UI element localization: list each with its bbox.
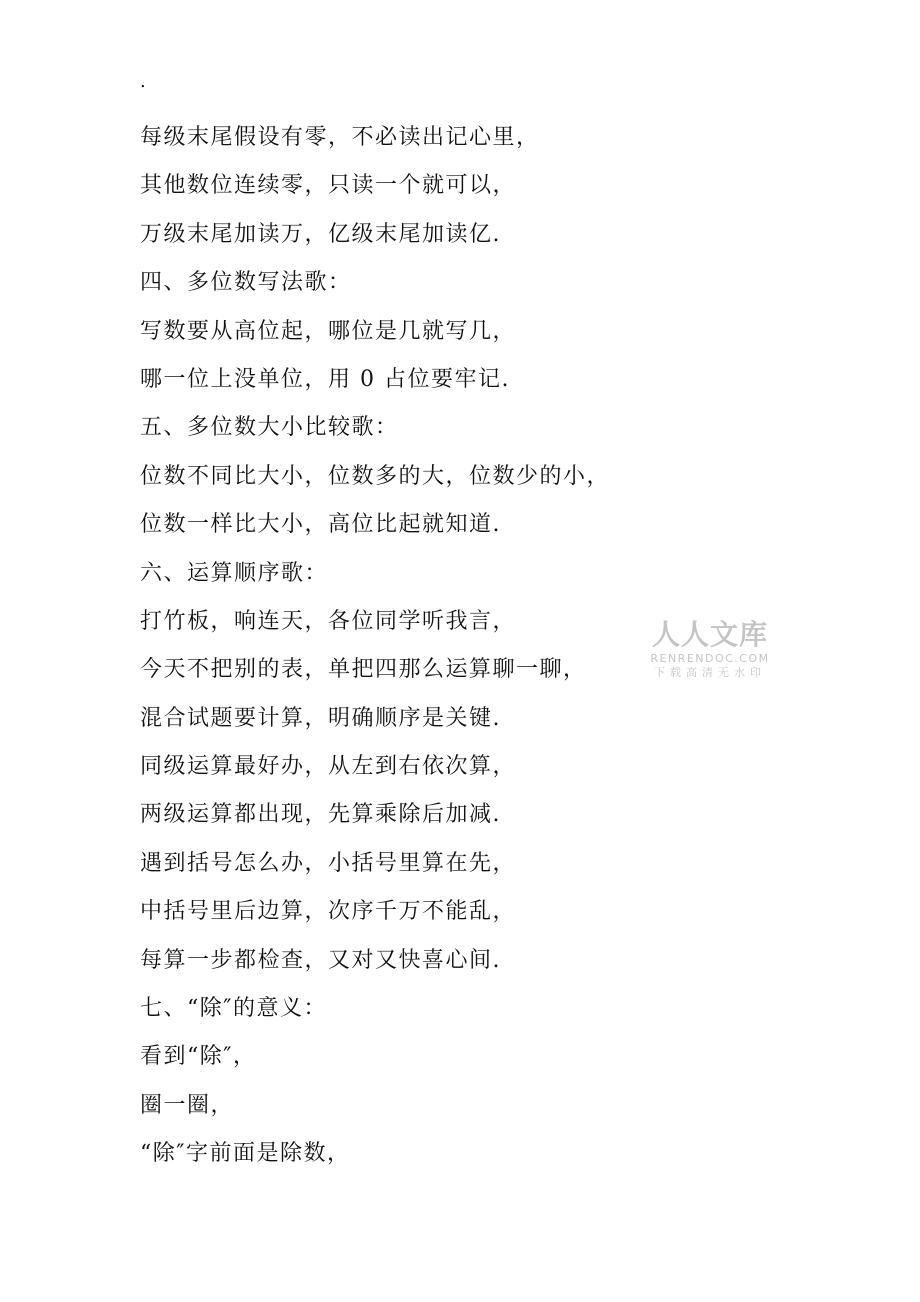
- watermark-domain: RENRENDOC.COM: [650, 652, 770, 665]
- text-line: 哪一位上没单位，用 0 占位要牢记.: [140, 366, 510, 392]
- text-line: 万级末尾加读万，亿级末尾加读亿.: [140, 221, 501, 247]
- text-line: 圈一圈，: [140, 1092, 235, 1118]
- text-line: 中括号里后边算，次序千万不能乱，: [140, 899, 517, 925]
- text-line: 遇到括号怎么办，小括号里算在先，: [140, 850, 517, 876]
- text-line: 混合试题要计算，明确顺序是关键.: [140, 705, 501, 731]
- section-heading: 五、多位数大小比较歌：: [140, 415, 399, 441]
- section-heading: 六、运算顺序歌：: [140, 560, 329, 586]
- watermark-logo: [640, 618, 780, 680]
- text-line: “除″字前面是除数，: [140, 1141, 351, 1167]
- leading-mark: .: [140, 71, 146, 92]
- text-line: 每算一步都检查，又对又快喜心间.: [140, 947, 501, 973]
- text-line: 写数要从高位起，哪位是几就写几，: [140, 318, 517, 344]
- text-line: 位数不同比大小，位数多的大，位数少的小，: [140, 463, 611, 489]
- section-heading: 七、“除″的意义：: [140, 996, 327, 1022]
- text-line: 看到“除″，: [140, 1044, 257, 1070]
- text-line: 今天不把别的表，单把四那么运算聊一聊，: [140, 657, 587, 683]
- section-heading: 四、多位数写法歌：: [140, 270, 352, 296]
- text-line: 每级末尾假设有零，不必读出记心里，: [140, 125, 540, 150]
- watermark-subtitle: 下载高清无水印: [654, 666, 766, 679]
- text-line: 两级运算都出现，先算乘除后加减.: [140, 802, 501, 828]
- text-line: 打竹板，响连天，各位同学听我言，: [140, 608, 517, 634]
- text-line: 位数一样比大小，高位比起就知道.: [140, 512, 501, 538]
- watermark-title: 人人文库: [651, 618, 768, 651]
- text-line: 其他数位连续零，只读一个就可以，: [140, 173, 517, 199]
- text-line: 同级运算最好办，从左到右依次算，: [140, 754, 517, 780]
